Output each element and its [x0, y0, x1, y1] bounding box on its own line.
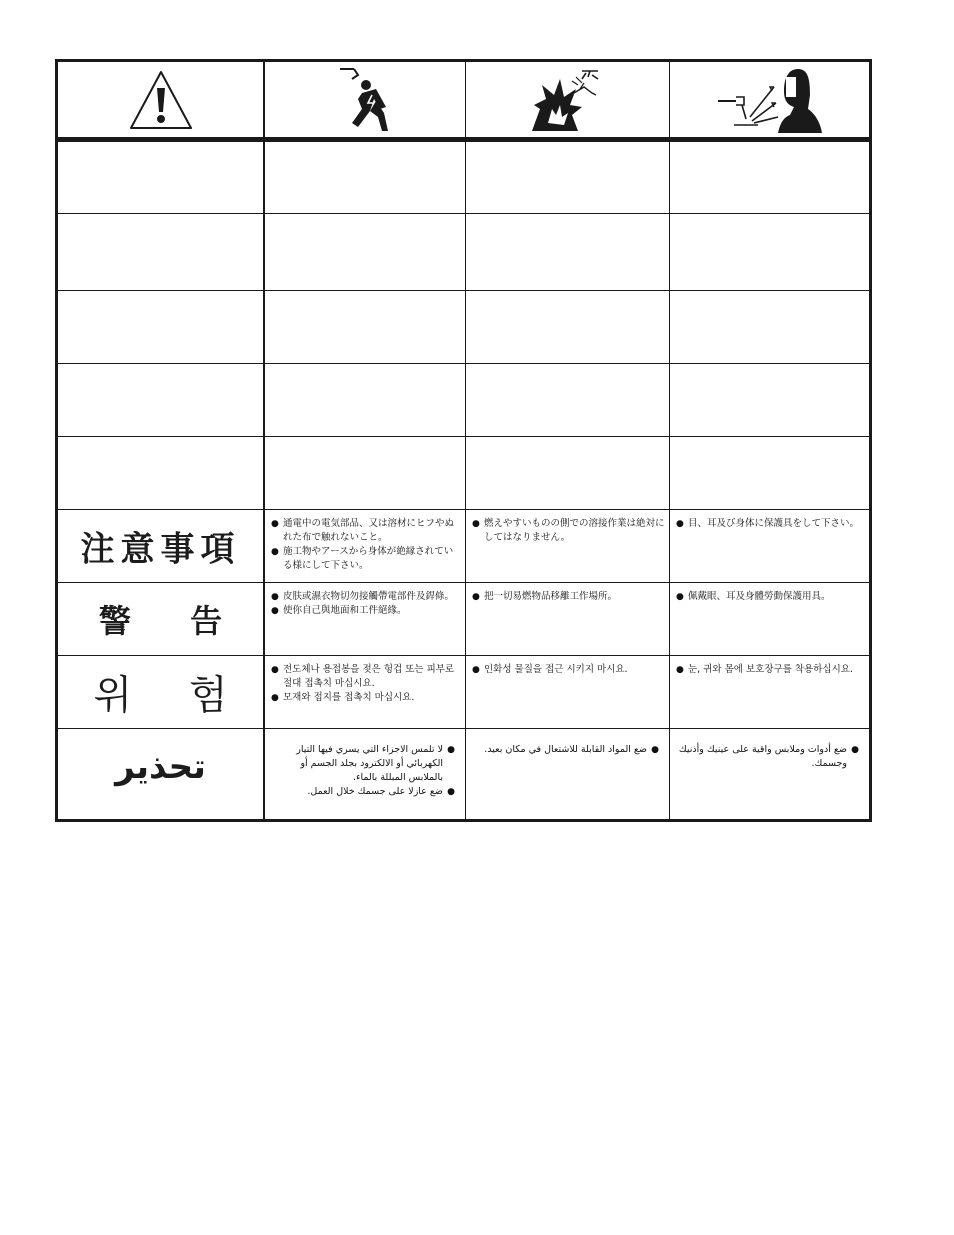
warning-line: 전도체나 용접봉을 젖은 헝겁 또는 피부로 절대 접촉치 마십시요.: [283, 664, 455, 689]
shock-warning-text: ● 전도체나 용접봉을 젖은 헝겁 또는 피부로 절대 접촉치 마십시요. ● 모재와 접지를 접촉치 마십시요.: [271, 664, 455, 703]
fire-warning-text: ● 인화성 물질을 접근 시키지 마시요.: [472, 664, 628, 675]
warning-line: ضع عازلا على جسمك خلال العمل.: [307, 786, 443, 797]
fire-warning-text: ● ضع المواد القابلة للاشتعال في مكان بعيد.: [484, 744, 659, 755]
icon-header-row: [58, 62, 869, 142]
shock-warning-text: ● 皮肤或濕衣物切勿接觸帶電部件及銲條。 ● 使你自己與地面和工件絕緣。: [271, 591, 455, 616]
blank-row: [58, 364, 869, 437]
warning-line: ضع أدوات وملابس واقية على عينيك وأذنيك وجسمك.: [678, 744, 847, 769]
icon-cell-warning: [58, 62, 263, 137]
warning-line: 把一切易燃物品移離工作場所。: [484, 591, 618, 602]
shock-warning-text: ● 通電中の電気部品、又は溶材にヒフやぬれた布で触れないこと。 ● 施工物やアースから身体が絶縁されている様にして下さい。: [271, 518, 455, 571]
warning-line: ضع المواد القابلة للاشتعال في مكان بعيد.: [484, 744, 647, 755]
arc-rays-warning-text: ● 佩戴眼、耳及身體勞動保護用具。: [676, 591, 831, 602]
warning-line: 使你自己與地面和工件絕緣。: [283, 605, 407, 616]
warning-row-korean: [58, 656, 869, 729]
fire-explosion-icon: [526, 65, 610, 135]
icon-cell-shock: [263, 62, 465, 137]
warning-line: 인화성 물질을 접근 시키지 마시요.: [484, 664, 628, 675]
warning-line: 施工物やアースから身体が絶縁されている様にして下さい。: [283, 546, 454, 571]
warning-line: 눈, 귀와 몸에 보호장구를 착용하십시요.: [688, 664, 853, 675]
electric-shock-icon: [328, 65, 402, 135]
fire-warning-text: ● 把一切易燃物品移離工作場所。: [472, 591, 618, 602]
icon-cell-fire: [465, 62, 669, 137]
row-heading: تحذير: [115, 746, 206, 787]
welding-arc-rays-icon: [714, 65, 826, 135]
arc-rays-warning-text: ● 눈, 귀와 몸에 보호장구를 착용하십시요.: [676, 664, 853, 675]
blank-row: [58, 291, 869, 364]
warning-line: 目、耳及び身体に保護具をして下さい。: [688, 518, 860, 529]
warning-line: 佩戴眼、耳及身體勞動保護用具。: [688, 591, 831, 602]
warning-row-arabic: [58, 729, 869, 819]
icon-cell-arc-rays: [669, 62, 869, 137]
blank-row: [58, 142, 869, 214]
row-heading: 注意事項: [80, 529, 241, 570]
warning-line: 皮肤或濕衣物切勿接觸帶電部件及銲條。: [283, 591, 455, 602]
warning-row-japanese: [58, 510, 869, 583]
row-heading: 警 告: [98, 602, 247, 640]
warning-line: 모재와 접지를 접촉치 마십시요.: [283, 692, 415, 703]
arc-rays-warning-text: ● 目、耳及び身体に保護具をして下さい。: [676, 518, 860, 529]
warning-row-chinese: [58, 583, 869, 656]
blank-row: [58, 437, 869, 510]
row-heading: 위 험: [93, 672, 250, 719]
warning-line: لا تلمس الاجزاء التي يسري فيها التيار الكهربائي أو الالكترود بجلد الجسم أو بالملابس المبللة بالماء.: [296, 744, 443, 783]
safety-warning-table: [55, 59, 872, 822]
warning-triangle-icon: [127, 68, 195, 132]
shock-warning-text: ● لا تلمس الاجزاء التي يسري فيها التيار الكهربائي أو الالكترود بجلد الجسم أو بالملابس المبللة بالماء. ● ضع عازلا على جسمك خلال العمل.: [296, 744, 455, 797]
fire-warning-text: ● 燃えやすいものの側での溶接作業は絶対にしてはなりません。: [472, 518, 665, 543]
warning-line: 燃えやすいものの側での溶接作業は絶対にしてはなりません。: [484, 518, 665, 543]
arc-rays-warning-text: ● ضع أدوات وملابس واقية على عينيك وأذنيك وجسمك.: [678, 744, 859, 769]
blank-row: [58, 214, 869, 291]
warning-line: 通電中の電気部品、又は溶材にヒフやぬれた布で触れないこと。: [283, 518, 455, 543]
